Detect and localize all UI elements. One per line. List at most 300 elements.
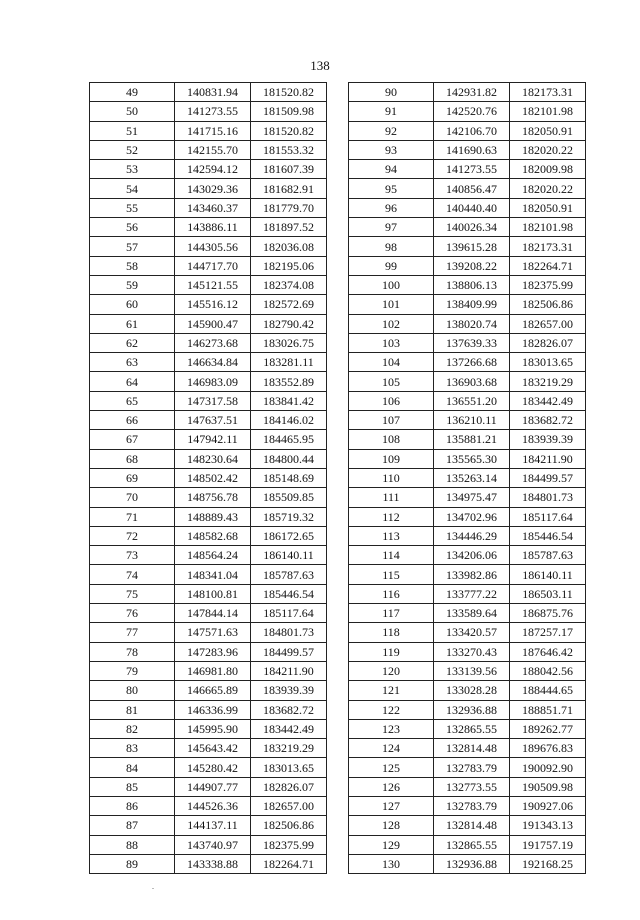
point-number-cell: 107 (349, 411, 434, 430)
y-coordinate-cell: 182375.99 (251, 835, 327, 854)
x-coordinate-cell: 138409.99 (434, 295, 510, 314)
x-coordinate-cell: 142520.76 (434, 102, 510, 121)
x-coordinate-cell: 145995.90 (175, 719, 251, 738)
point-number-cell: 130 (349, 854, 434, 873)
table-row (90, 160, 327, 179)
y-coordinate-cell: 182572.69 (251, 295, 327, 314)
x-coordinate-cell: 145900.47 (175, 314, 251, 333)
x-coordinate-cell: 147571.63 (175, 623, 251, 642)
point-number-cell: 109 (349, 449, 434, 468)
x-coordinate-cell: 137639.33 (434, 333, 510, 352)
point-number-cell: 125 (349, 758, 434, 777)
y-coordinate-cell: 182506.86 (510, 295, 586, 314)
x-coordinate-cell: 139615.28 (434, 237, 510, 256)
x-coordinate-cell: 133270.43 (434, 642, 510, 661)
y-coordinate-cell: 183026.75 (251, 333, 327, 352)
table-row (90, 372, 327, 391)
table-row (90, 661, 327, 680)
x-coordinate-cell: 132865.55 (434, 835, 510, 854)
point-number-cell: 112 (349, 507, 434, 526)
y-coordinate-cell: 183682.72 (251, 700, 327, 719)
point-number-cell: 55 (90, 198, 175, 217)
x-coordinate-cell: 141273.55 (434, 160, 510, 179)
table-row (349, 816, 586, 835)
y-coordinate-cell: 184499.57 (510, 468, 586, 487)
table-row (349, 333, 586, 352)
point-number-cell: 75 (90, 584, 175, 603)
point-number-cell: 117 (349, 604, 434, 623)
table-row (349, 642, 586, 661)
y-coordinate-cell: 182195.06 (251, 256, 327, 275)
point-number-cell: 72 (90, 526, 175, 545)
table-row (90, 83, 327, 102)
y-coordinate-cell: 182264.71 (251, 854, 327, 873)
point-number-cell: 51 (90, 121, 175, 140)
table-row (349, 179, 586, 198)
x-coordinate-cell: 132773.55 (434, 777, 510, 796)
table-row (90, 140, 327, 159)
x-coordinate-cell: 133589.64 (434, 604, 510, 623)
table-row (349, 854, 586, 873)
y-coordinate-cell: 182826.07 (251, 777, 327, 796)
x-coordinate-cell: 133982.86 (434, 565, 510, 584)
x-coordinate-cell: 147942.11 (175, 430, 251, 449)
point-number-cell: 85 (90, 777, 175, 796)
y-coordinate-cell: 183442.49 (251, 719, 327, 738)
x-coordinate-cell: 134702.96 (434, 507, 510, 526)
x-coordinate-cell: 136551.20 (434, 391, 510, 410)
table-row (90, 796, 327, 815)
point-number-cell: 62 (90, 333, 175, 352)
table-row (349, 449, 586, 468)
y-coordinate-cell: 192168.25 (510, 854, 586, 873)
x-coordinate-cell: 141273.55 (175, 102, 251, 121)
x-coordinate-cell: 133777.22 (434, 584, 510, 603)
table-row (349, 488, 586, 507)
point-number-cell: 73 (90, 546, 175, 565)
x-coordinate-cell: 144717.70 (175, 256, 251, 275)
table-row (349, 295, 586, 314)
x-coordinate-cell: 146634.84 (175, 353, 251, 372)
table-row (90, 333, 327, 352)
x-coordinate-cell: 145121.55 (175, 275, 251, 294)
point-number-cell: 78 (90, 642, 175, 661)
y-coordinate-cell: 184801.73 (510, 488, 586, 507)
y-coordinate-cell: 182020.22 (510, 140, 586, 159)
table-row (349, 623, 586, 642)
y-coordinate-cell: 182020.22 (510, 179, 586, 198)
point-number-cell: 83 (90, 739, 175, 758)
table-row (349, 739, 586, 758)
x-coordinate-cell: 145280.42 (175, 758, 251, 777)
y-coordinate-cell: 183013.65 (510, 353, 586, 372)
y-coordinate-cell: 182826.07 (510, 333, 586, 352)
x-coordinate-cell: 144305.56 (175, 237, 251, 256)
table-row (349, 102, 586, 121)
point-number-cell: 122 (349, 700, 434, 719)
y-coordinate-cell: 185509.85 (251, 488, 327, 507)
x-coordinate-cell: 132783.79 (434, 758, 510, 777)
x-coordinate-cell: 138806.13 (434, 275, 510, 294)
table-row (349, 430, 586, 449)
x-coordinate-cell: 132936.88 (434, 700, 510, 719)
y-coordinate-cell: 182173.31 (510, 83, 586, 102)
point-number-cell: 84 (90, 758, 175, 777)
point-number-cell: 111 (349, 488, 434, 507)
table-row (349, 353, 586, 372)
point-number-cell: 50 (90, 102, 175, 121)
y-coordinate-cell: 182050.91 (510, 121, 586, 140)
x-coordinate-cell: 148341.04 (175, 565, 251, 584)
y-coordinate-cell: 183442.49 (510, 391, 586, 410)
x-coordinate-cell: 140026.34 (434, 218, 510, 237)
x-coordinate-cell: 142594.12 (175, 160, 251, 179)
table-row (349, 526, 586, 545)
y-coordinate-cell: 184465.95 (251, 430, 327, 449)
point-number-cell: 105 (349, 372, 434, 391)
y-coordinate-cell: 184211.90 (251, 661, 327, 680)
y-coordinate-cell: 183552.89 (251, 372, 327, 391)
y-coordinate-cell: 181520.82 (251, 83, 327, 102)
point-number-cell: 115 (349, 565, 434, 584)
y-coordinate-cell: 190927.06 (510, 796, 586, 815)
x-coordinate-cell: 148756.78 (175, 488, 251, 507)
x-coordinate-cell: 144137.11 (175, 816, 251, 835)
x-coordinate-cell: 148564.24 (175, 546, 251, 565)
point-number-cell: 86 (90, 796, 175, 815)
table-row (349, 160, 586, 179)
table-row (90, 604, 327, 623)
point-number-cell: 65 (90, 391, 175, 410)
point-number-cell: 96 (349, 198, 434, 217)
x-coordinate-cell: 135263.14 (434, 468, 510, 487)
point-number-cell: 95 (349, 179, 434, 198)
table-row (90, 198, 327, 217)
point-number-cell: 93 (349, 140, 434, 159)
table-row (90, 835, 327, 854)
point-number-cell: 58 (90, 256, 175, 275)
y-coordinate-cell: 182050.91 (510, 198, 586, 217)
y-coordinate-cell: 182264.71 (510, 256, 586, 275)
y-coordinate-cell: 190092.90 (510, 758, 586, 777)
x-coordinate-cell: 143029.36 (175, 179, 251, 198)
x-coordinate-cell: 143740.97 (175, 835, 251, 854)
table-row (90, 256, 327, 275)
x-coordinate-cell: 143338.88 (175, 854, 251, 873)
y-coordinate-cell: 182375.99 (510, 275, 586, 294)
x-coordinate-cell: 145643.42 (175, 739, 251, 758)
x-coordinate-cell: 136903.68 (434, 372, 510, 391)
y-coordinate-cell: 182036.08 (251, 237, 327, 256)
table-row (349, 314, 586, 333)
point-number-cell: 124 (349, 739, 434, 758)
point-number-cell: 118 (349, 623, 434, 642)
y-coordinate-cell: 183219.29 (251, 739, 327, 758)
table-body-left (90, 83, 327, 874)
table-row (349, 140, 586, 159)
point-number-cell: 90 (349, 83, 434, 102)
point-number-cell: 61 (90, 314, 175, 333)
table-row (90, 623, 327, 642)
y-coordinate-cell: 183013.65 (251, 758, 327, 777)
point-number-cell: 99 (349, 256, 434, 275)
point-number-cell: 97 (349, 218, 434, 237)
table-row (90, 179, 327, 198)
table-row (90, 546, 327, 565)
x-coordinate-cell: 148502.42 (175, 468, 251, 487)
y-coordinate-cell: 186140.11 (510, 565, 586, 584)
y-coordinate-cell: 183939.39 (510, 430, 586, 449)
point-number-cell: 116 (349, 584, 434, 603)
table-row (349, 391, 586, 410)
point-number-cell: 52 (90, 140, 175, 159)
coordinate-table-right (348, 82, 586, 874)
y-coordinate-cell: 183841.42 (251, 391, 327, 410)
table-row (90, 411, 327, 430)
y-coordinate-cell: 186503.11 (510, 584, 586, 603)
table-row (90, 526, 327, 545)
y-coordinate-cell: 185148.69 (251, 468, 327, 487)
y-coordinate-cell: 185787.63 (251, 565, 327, 584)
y-coordinate-cell: 191757.19 (510, 835, 586, 854)
y-coordinate-cell: 188042.56 (510, 661, 586, 680)
table-row (90, 700, 327, 719)
point-number-cell: 114 (349, 546, 434, 565)
table-row (90, 565, 327, 584)
x-coordinate-cell: 134975.47 (434, 488, 510, 507)
table-row (90, 218, 327, 237)
page-number: 138 (310, 58, 330, 73)
table-row (90, 739, 327, 758)
y-coordinate-cell: 184800.44 (251, 449, 327, 468)
x-coordinate-cell: 140856.47 (434, 179, 510, 198)
y-coordinate-cell: 181897.52 (251, 218, 327, 237)
x-coordinate-cell: 140831.94 (175, 83, 251, 102)
y-coordinate-cell: 182790.42 (251, 314, 327, 333)
x-coordinate-cell: 146336.99 (175, 700, 251, 719)
table-row (349, 661, 586, 680)
x-coordinate-cell: 136210.11 (434, 411, 510, 430)
y-coordinate-cell: 191343.13 (510, 816, 586, 835)
x-coordinate-cell: 146665.89 (175, 681, 251, 700)
x-coordinate-cell: 147317.58 (175, 391, 251, 410)
x-coordinate-cell: 144907.77 (175, 777, 251, 796)
x-coordinate-cell: 146273.68 (175, 333, 251, 352)
point-number-cell: 92 (349, 121, 434, 140)
y-coordinate-cell: 183219.29 (510, 372, 586, 391)
point-number-cell: 60 (90, 295, 175, 314)
y-coordinate-cell: 190509.98 (510, 777, 586, 796)
y-coordinate-cell: 183939.39 (251, 681, 327, 700)
table-row (349, 700, 586, 719)
point-number-cell: 66 (90, 411, 175, 430)
table-row (90, 758, 327, 777)
point-number-cell: 57 (90, 237, 175, 256)
table-row (90, 391, 327, 410)
coordinate-table-left (89, 82, 327, 874)
y-coordinate-cell: 181509.98 (251, 102, 327, 121)
point-number-cell: 77 (90, 623, 175, 642)
table-row (349, 218, 586, 237)
table-row (90, 854, 327, 873)
x-coordinate-cell: 148230.64 (175, 449, 251, 468)
point-number-cell: 56 (90, 218, 175, 237)
y-coordinate-cell: 181553.32 (251, 140, 327, 159)
point-number-cell: 123 (349, 719, 434, 738)
x-coordinate-cell: 143886.11 (175, 218, 251, 237)
table-row (349, 584, 586, 603)
table-row (90, 507, 327, 526)
y-coordinate-cell: 185117.64 (510, 507, 586, 526)
point-number-cell: 129 (349, 835, 434, 854)
table-row (90, 121, 327, 140)
table-row (349, 507, 586, 526)
table-row (349, 198, 586, 217)
point-number-cell: 102 (349, 314, 434, 333)
point-number-cell: 128 (349, 816, 434, 835)
y-coordinate-cell: 182374.08 (251, 275, 327, 294)
x-coordinate-cell: 142931.82 (434, 83, 510, 102)
table-row (349, 237, 586, 256)
table-row (90, 237, 327, 256)
point-number-cell: 91 (349, 102, 434, 121)
table-row (349, 719, 586, 738)
table-row (349, 83, 586, 102)
point-number-cell: 126 (349, 777, 434, 796)
point-number-cell: 69 (90, 468, 175, 487)
x-coordinate-cell: 132814.48 (434, 816, 510, 835)
table-row (349, 758, 586, 777)
table-row (90, 430, 327, 449)
y-coordinate-cell: 182101.98 (510, 102, 586, 121)
y-coordinate-cell: 185446.54 (510, 526, 586, 545)
x-coordinate-cell: 148582.68 (175, 526, 251, 545)
x-coordinate-cell: 143460.37 (175, 198, 251, 217)
table-row (349, 796, 586, 815)
x-coordinate-cell: 142106.70 (434, 121, 510, 140)
y-coordinate-cell: 185446.54 (251, 584, 327, 603)
x-coordinate-cell: 135881.21 (434, 430, 510, 449)
y-coordinate-cell: 186875.76 (510, 604, 586, 623)
table-row (90, 468, 327, 487)
table-row (90, 488, 327, 507)
x-coordinate-cell: 148889.43 (175, 507, 251, 526)
point-number-cell: 87 (90, 816, 175, 835)
y-coordinate-cell: 182657.00 (510, 314, 586, 333)
x-coordinate-cell: 141690.63 (434, 140, 510, 159)
y-coordinate-cell: 181682.91 (251, 179, 327, 198)
x-coordinate-cell: 132814.48 (434, 739, 510, 758)
y-coordinate-cell: 183281.11 (251, 353, 327, 372)
table-row (90, 719, 327, 738)
table-row (349, 604, 586, 623)
y-coordinate-cell: 181520.82 (251, 121, 327, 140)
y-coordinate-cell: 185787.63 (510, 546, 586, 565)
point-number-cell: 119 (349, 642, 434, 661)
point-number-cell: 110 (349, 468, 434, 487)
y-coordinate-cell: 187257.17 (510, 623, 586, 642)
x-coordinate-cell: 138020.74 (434, 314, 510, 333)
table-row (349, 121, 586, 140)
point-number-cell: 108 (349, 430, 434, 449)
table-row (349, 372, 586, 391)
x-coordinate-cell: 132783.79 (434, 796, 510, 815)
table-row (90, 681, 327, 700)
table-row (349, 468, 586, 487)
x-coordinate-cell: 132936.88 (434, 854, 510, 873)
point-number-cell: 79 (90, 661, 175, 680)
x-coordinate-cell: 147844.14 (175, 604, 251, 623)
table-row (90, 102, 327, 121)
x-coordinate-cell: 135565.30 (434, 449, 510, 468)
y-coordinate-cell: 182101.98 (510, 218, 586, 237)
table-row (90, 816, 327, 835)
table-body-right (349, 83, 586, 874)
table-row (349, 681, 586, 700)
y-coordinate-cell: 186172.65 (251, 526, 327, 545)
point-number-cell: 53 (90, 160, 175, 179)
point-number-cell: 49 (90, 83, 175, 102)
y-coordinate-cell: 183682.72 (510, 411, 586, 430)
table-row (90, 295, 327, 314)
point-number-cell: 67 (90, 430, 175, 449)
y-coordinate-cell: 184211.90 (510, 449, 586, 468)
x-coordinate-cell: 134206.06 (434, 546, 510, 565)
y-coordinate-cell: 181779.70 (251, 198, 327, 217)
point-number-cell: 98 (349, 237, 434, 256)
y-coordinate-cell: 182657.00 (251, 796, 327, 815)
table-row (349, 275, 586, 294)
y-coordinate-cell: 184801.73 (251, 623, 327, 642)
table-row (349, 411, 586, 430)
table-row (90, 449, 327, 468)
point-number-cell: 71 (90, 507, 175, 526)
point-number-cell: 89 (90, 854, 175, 873)
y-coordinate-cell: 189676.83 (510, 739, 586, 758)
table-row (349, 256, 586, 275)
y-coordinate-cell: 184499.57 (251, 642, 327, 661)
x-coordinate-cell: 142155.70 (175, 140, 251, 159)
x-coordinate-cell: 141715.16 (175, 121, 251, 140)
table-row (349, 777, 586, 796)
table-row (90, 777, 327, 796)
point-number-cell: 94 (349, 160, 434, 179)
point-number-cell: 100 (349, 275, 434, 294)
y-coordinate-cell: 182173.31 (510, 237, 586, 256)
point-number-cell: 64 (90, 372, 175, 391)
point-number-cell: 113 (349, 526, 434, 545)
table-row (90, 642, 327, 661)
table-row (90, 275, 327, 294)
x-coordinate-cell: 144526.36 (175, 796, 251, 815)
point-number-cell: 82 (90, 719, 175, 738)
x-coordinate-cell: 147637.51 (175, 411, 251, 430)
point-number-cell: 81 (90, 700, 175, 719)
table-row (349, 835, 586, 854)
table-row (90, 314, 327, 333)
x-coordinate-cell: 134446.29 (434, 526, 510, 545)
x-coordinate-cell: 148100.81 (175, 584, 251, 603)
point-number-cell: 70 (90, 488, 175, 507)
y-coordinate-cell: 188444.65 (510, 681, 586, 700)
x-coordinate-cell: 147283.96 (175, 642, 251, 661)
y-coordinate-cell: 185719.32 (251, 507, 327, 526)
x-coordinate-cell: 140440.40 (434, 198, 510, 217)
table-row (90, 353, 327, 372)
point-number-cell: 121 (349, 681, 434, 700)
y-coordinate-cell: 182009.98 (510, 160, 586, 179)
y-coordinate-cell: 187646.42 (510, 642, 586, 661)
